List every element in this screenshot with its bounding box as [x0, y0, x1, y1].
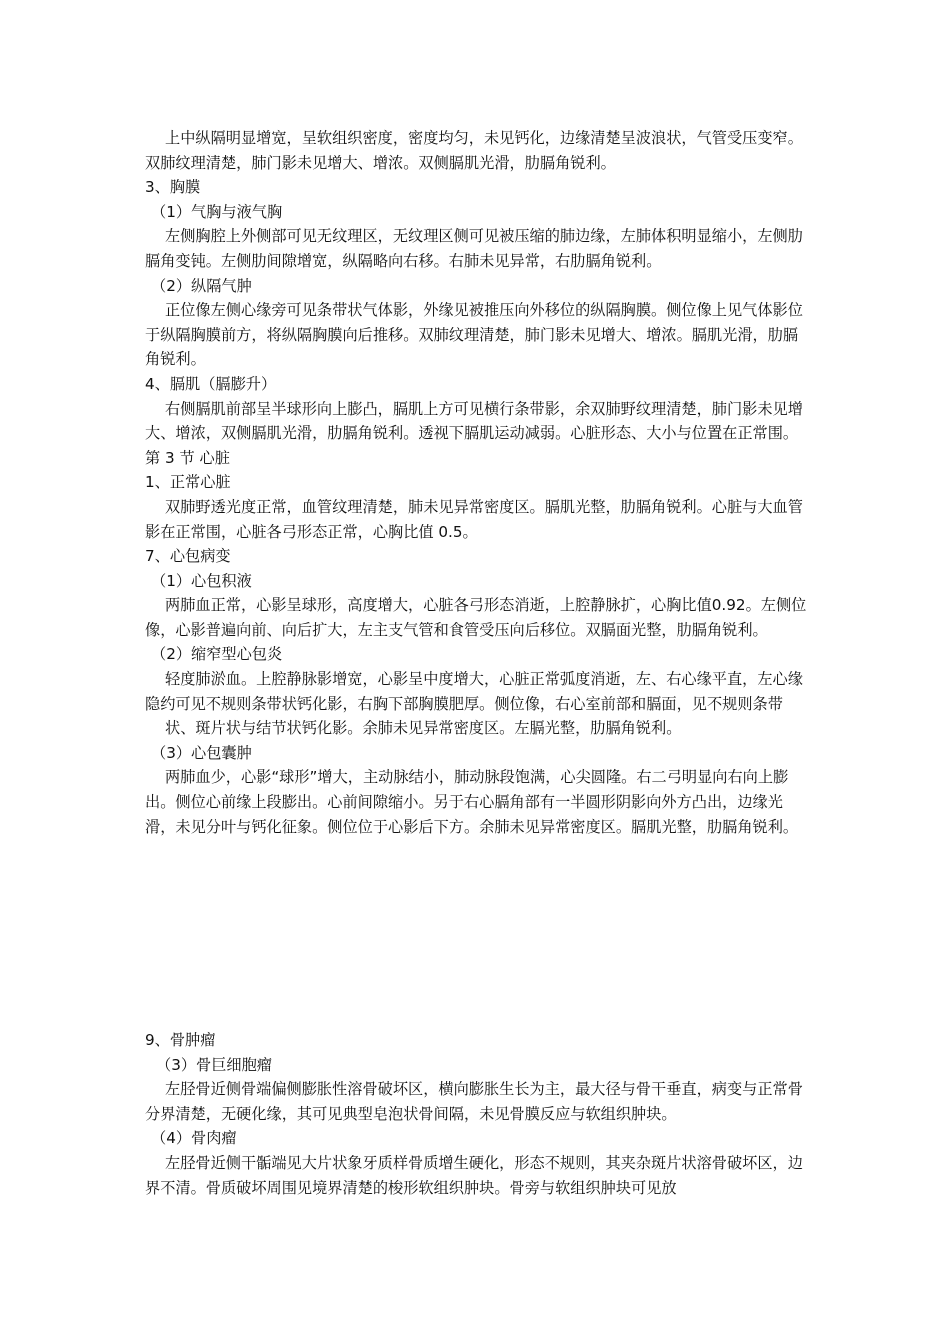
- paragraph: 两肺血正常，心影呈球形，高度增大，心脏各弓形态消逝，上腔静脉扩，心胸比值0.92。左侧位像，心影普遍向前、向后扩大，左主支气管和食管受压向后移位。双膈面光整，肋膈角锐利。: [145, 596, 807, 639]
- subsection-heading: （2）缩窄型心包炎: [151, 645, 283, 664]
- paragraph: 左侧胸腔上外侧部可见无纹理区，无纹理区侧可见被压缩的肺边缘，左肺体积明显缩小，左侧肋膈角变钝。左侧肋间隙增宽，纵隔略向右移。右肺未见异常，右肋膈角锐利。: [145, 227, 803, 270]
- paragraph: 左胫骨近侧干骺端见大片状象牙质样骨质增生硬化，形态不规则，其夹杂斑片状溶骨破坏区，边界不清。骨质破坏周围见境界清楚的梭形软组织肿块。骨旁与软组织肿块可见放: [145, 1153, 803, 1197]
- section-heading: 1、正常心脏: [145, 473, 231, 492]
- paragraph: 双肺野透光度正常，血管纹理清楚，肺未见异常密度区。膈肌光整，肋膈角锐利。心脏与大血管影在正常围，心脏各弓形态正常，心胸比值 0.5。: [145, 497, 803, 541]
- subsection-heading: （3）心包囊肿: [151, 743, 252, 762]
- paragraph: 右侧膈肌前部呈半球形向上膨凸，膈肌上方可见横行条带影，余双肺野纹理清楚，肺门影未见增大、增浓，双侧膈肌光滑，肋膈角锐利。透视下膈肌运动减弱。心脏形态、大小与位置在正常围。: [145, 399, 803, 443]
- section-heading: 4、膈肌（膈膨升）: [145, 374, 277, 393]
- paragraph: 状、斑片状与结节状钙化影。余肺未见异常密度区。左膈光整，肋膈角锐利。: [165, 719, 682, 738]
- section-chest-heart: [145, 126, 813, 839]
- section-bone-tumors: [145, 1028, 813, 1200]
- subsection-heading: （4）骨肉瘤: [151, 1129, 237, 1148]
- section-heading: 3、胸膜: [145, 178, 201, 197]
- section-heading: 第 3 节 心脏: [145, 448, 230, 467]
- paragraph: 两肺血少，心影“球形”增大，主动脉结小，肺动脉段饱满，心尖圆隆。右二弓明显向右向上膨出。侧位心前缘上段膨出。心前间隙缩小。另于右心膈角部有一半圆形阴影向外方凸出，边缘光滑，未见分叶与钙化征象。侧位位于心影后下方。余肺未见异常密度区。膈肌光整，肋膈角锐利。: [145, 768, 799, 836]
- section-heading: 7、心包病变: [145, 547, 231, 566]
- subsection-heading: （1）心包积液: [151, 571, 252, 590]
- paragraph: 正位像左侧心缘旁可见条带状气体影，外缘见被推压向外移位的纵隔胸膜。侧位像上见气体影位于纵隔胸膜前方，将纵隔胸膜向后推移。双肺纹理清楚，肺门影未见增大、增浓。膈肌光滑，肋膈角锐利。: [145, 301, 803, 369]
- section-heading: 9、骨肿瘤: [145, 1031, 216, 1049]
- subsection-heading: （2）纵隔气肿: [151, 276, 252, 295]
- subsection-heading: （3）骨巨细胞瘤: [156, 1055, 272, 1074]
- paragraph: 上中纵隔明显增宽，呈软组织密度，密度均匀，未见钙化，边缘清楚呈波浪状，气管受压变窄。双肺纹理清楚，肺门影未见增大、增浓。双侧膈肌光滑，肋膈角锐利。: [145, 129, 803, 172]
- paragraph: 轻度肺淤血。上腔静脉影增宽，心影呈中度增大，心脏正常弧度消逝，左、右心缘平直，左心缘隐约可见不规则条带状钙化影，右胸下部胸膜肥厚。侧位像，右心室前部和膈面，见不规则条带: [145, 670, 803, 713]
- paragraph: 左胫骨近侧骨端偏侧膨胀性溶骨破坏区，横向膨胀生长为主，最大径与骨干垂直，病变与正常骨分界清楚，无硬化缘，其可见典型皂泡状骨间隔，未见骨膜反应与软组织肿块。: [145, 1080, 803, 1123]
- subsection-heading: （1）气胸与液气胸: [151, 202, 283, 221]
